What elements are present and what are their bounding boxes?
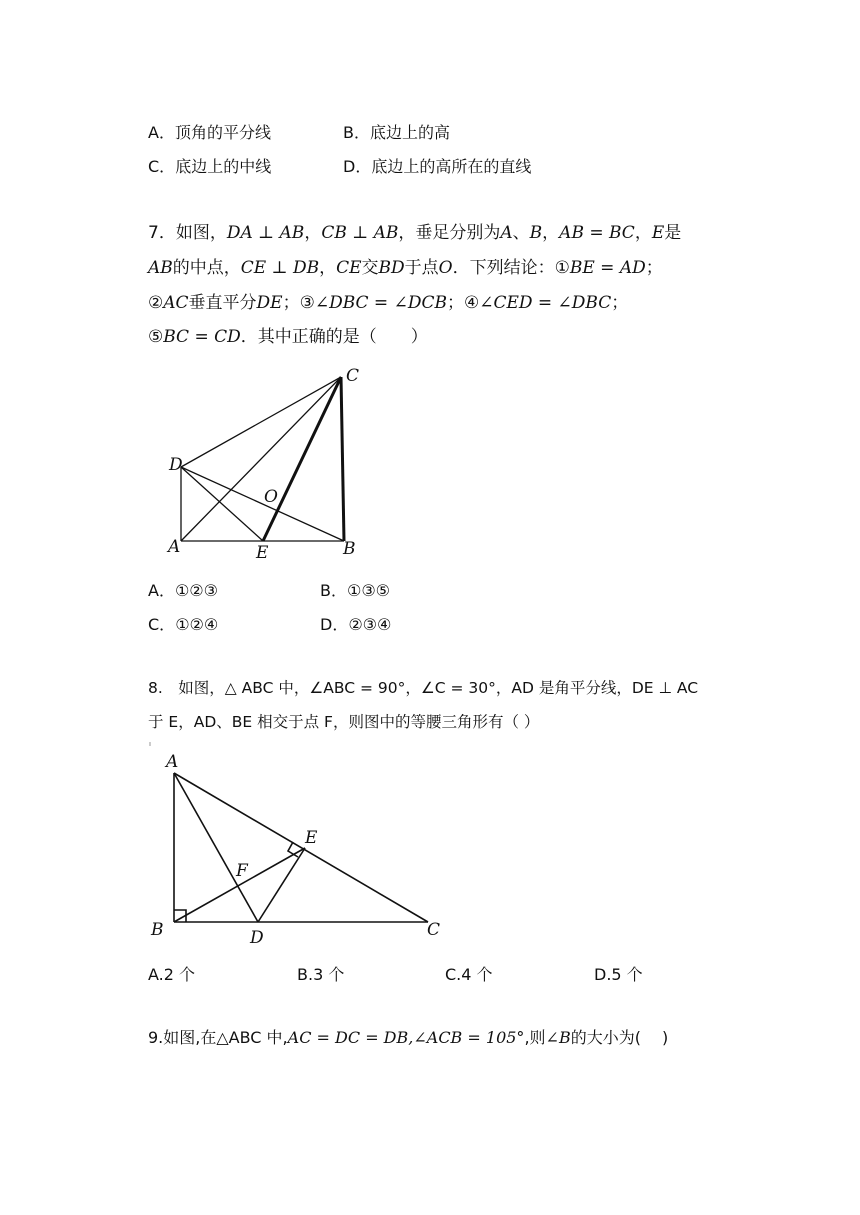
q7-text: 交 [361,258,379,278]
q9-line [148,1025,668,1048]
q7-text: ，垂足分别为 [398,223,501,243]
q7-math: CE [336,258,362,278]
q7-line-4 [148,322,428,347]
option-key: D. [594,965,612,984]
q7-text: ， [634,223,652,243]
segment-be [174,848,305,922]
label-e: E [305,828,318,848]
label-d: D [250,928,264,948]
q7-text: ， [319,258,337,278]
option-key: B. [297,965,314,984]
q8-option-c [445,962,493,985]
option-text: 5 个 [611,965,643,984]
segment-ad [174,773,258,922]
q7-math: A [500,223,513,243]
q8-line-2: 于 E，AD、BE 相交于点 F，则图中的等腰三角形有（ ） [148,713,540,731]
q7-text: ； [611,293,629,313]
q7-option-b [320,578,390,601]
q7-option-d [320,612,391,635]
q8-option-b [297,962,344,985]
q6-option-b [343,120,450,143]
option-key: D． [320,615,349,634]
option-key: C． [148,615,176,634]
q7-text: ， [542,223,560,243]
label-d: D [169,455,183,475]
option-text: 底边上的高 [369,123,450,142]
q9-math: AC = DC = DB,∠ACB = 105° [287,1028,525,1047]
segment-ce [263,377,341,541]
q7-text: ⑤ [148,327,164,347]
label-b: B [151,920,164,940]
label-o: O [264,487,278,507]
q7-math: AC [163,293,189,313]
segment-db [181,467,344,541]
option-text: 4 个 [461,965,493,984]
option-text: ②③④ [348,615,392,634]
q7-text: ， [304,223,322,243]
q9-text: 的大小为( ) [570,1028,669,1047]
q7-text: 、 [512,223,530,243]
option-text: 底边上的高所在的直线 [371,157,532,176]
option-key: C. [445,965,462,984]
q7-text: 7．如图， [148,223,227,243]
q7-math: AB = BC [559,223,635,243]
q7-text: ．下列结论：① [452,258,570,278]
label-c: C [427,920,441,940]
segment-de [181,467,263,541]
q6-option-d [343,154,531,177]
q7-text: 于点 [404,258,439,278]
q7-line-2 [148,253,663,278]
q7-math: B [529,223,543,243]
q7-text: 的中点， [172,258,241,278]
q7-text: ．其中正确的是（ ） [240,327,428,347]
q7-line-1 [148,218,681,243]
option-key: A． [148,581,175,600]
q7-line-3 [148,288,628,313]
q9-text: 9.如图,在△ABC 中, [148,1028,288,1047]
option-text: ①③⑤ [346,581,391,600]
q9-text: ,则 [524,1028,546,1047]
q7-math: CE ⊥ DB [240,258,320,278]
q7-math: O [438,258,453,278]
q6-option-a [148,120,271,143]
q6-option-c [148,154,271,177]
q7-math: BD [378,258,405,278]
q8-option-a [148,962,195,985]
q8-line-1: 8. 如图，△ ABC 中，∠ABC = 90°，∠C = 30°，AD 是角平分线，DE ⊥ AC [148,679,699,697]
q7-math: DA ⊥ AB [226,223,305,243]
q7-text: ② [148,293,164,313]
option-key: A． [148,123,175,142]
q8-option-d [594,962,643,985]
label-e: E [256,543,269,563]
option-text: 底边上的中线 [175,157,272,176]
option-text: 2 个 [163,965,196,984]
q7-math: AB [148,258,173,278]
q7-text: ； [645,258,663,278]
option-text: 3 个 [313,965,345,984]
option-text: ①②③ [174,581,218,600]
label-c: C [346,366,360,386]
option-key: C． [148,157,176,176]
option-key: A. [148,965,164,984]
segment-cb [341,377,344,541]
segment-dc [181,377,341,467]
q7-math: BE = AD [569,258,646,278]
q8-figure [148,738,448,948]
label-f: F [236,861,248,881]
q7-option-a [148,578,218,601]
q7-option-c [148,612,218,635]
q7-text: ；③ [282,293,315,313]
q7-math: E [651,223,665,243]
q7-math: ∠DBC = ∠DCB [314,293,447,313]
option-key: D． [343,157,372,176]
q7-text: 垂直平分 [188,293,257,313]
segment-ac [181,377,341,541]
option-text: ①②④ [175,615,219,634]
q9-math: ∠B [545,1028,571,1047]
q7-text: ；④ [446,293,480,313]
segment-de [258,848,305,922]
label-a: A [168,537,181,557]
option-key: B． [343,123,370,142]
label-a: A [166,752,179,772]
q7-figure [160,360,380,565]
q7-text: 是 [664,223,682,243]
option-text: 顶角的平分线 [174,123,271,142]
q7-math: CB ⊥ AB [321,223,399,243]
q7-math: DE [256,293,283,313]
label-b: B [343,539,356,559]
q7-math: ∠CED = ∠DBC [479,293,612,313]
q7-math: BC = CD [163,327,241,347]
option-key: B． [320,581,347,600]
